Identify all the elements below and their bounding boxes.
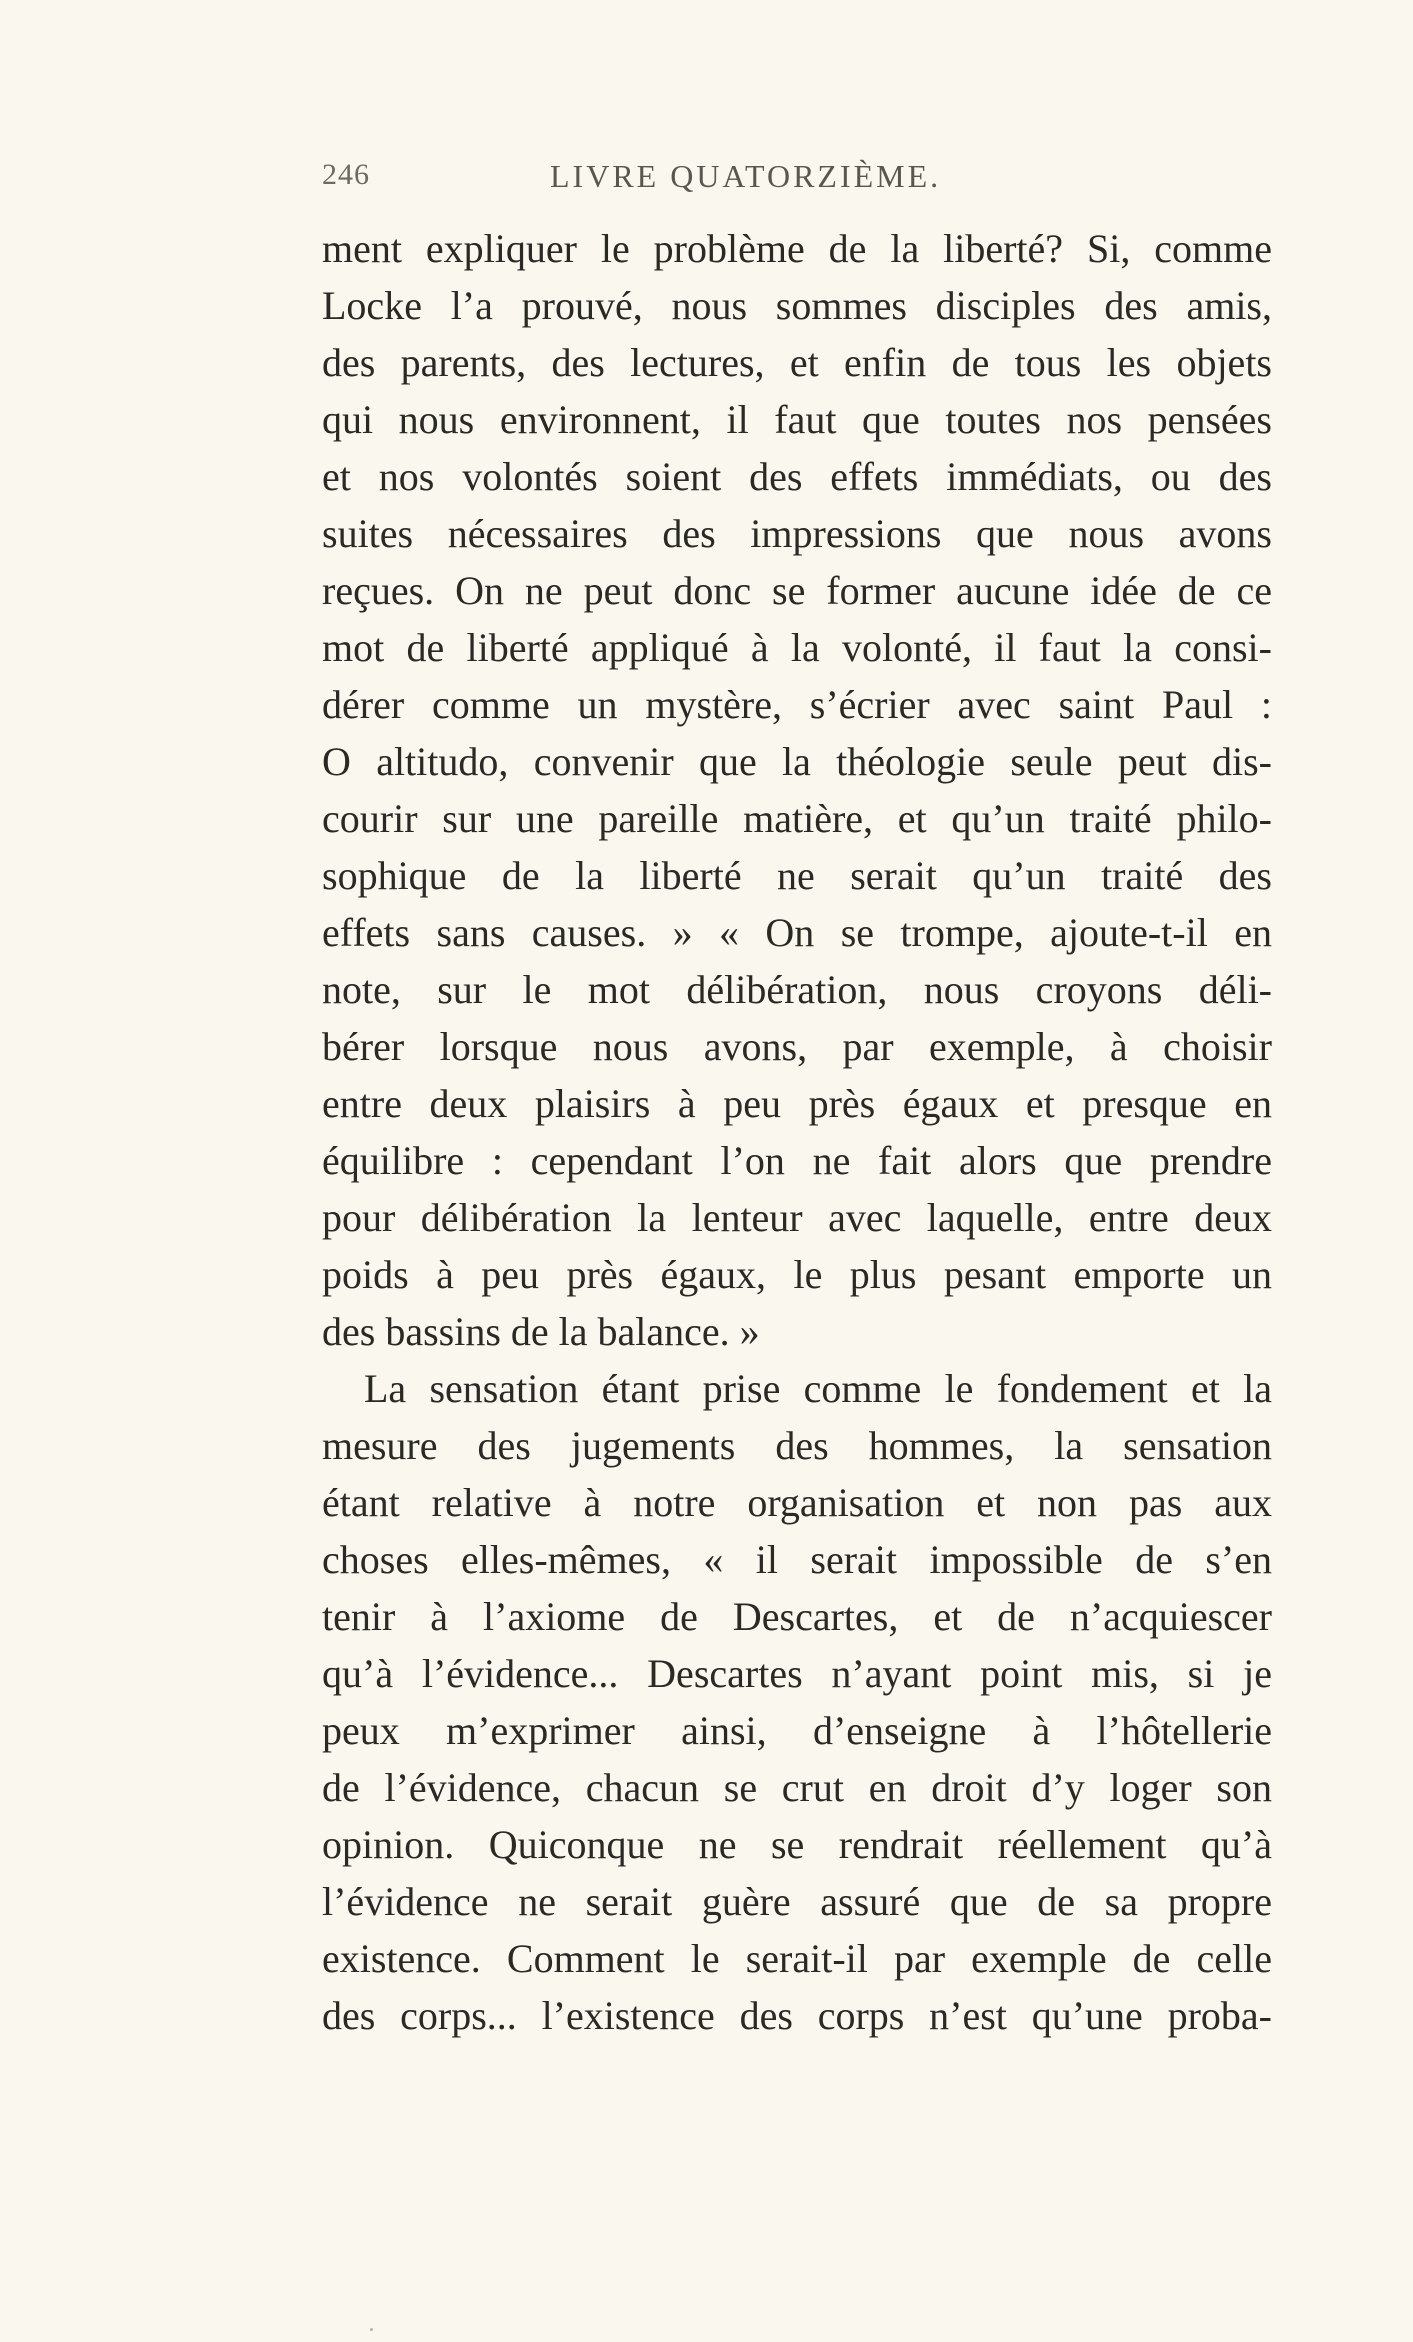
text-line: des parents, des lectures, et enfin de tous les objets bbox=[322, 340, 1272, 385]
text-line: qu’à l’évidence... Descartes n’ayant point mis, si je bbox=[322, 1651, 1272, 1696]
text-line: bérer lorsque nous avons, par exemple, à choisir bbox=[322, 1024, 1272, 1069]
text-line: équilibre : cependant l’on ne fait alors que prendre bbox=[322, 1138, 1272, 1183]
text-line: Locke l’a prouvé, nous sommes disciples des amis, bbox=[322, 283, 1272, 328]
text-line: reçues. On ne peut donc se former aucune idée de ce bbox=[322, 568, 1272, 613]
text-line: l’évidence ne serait guère assuré que de sa propre bbox=[322, 1879, 1272, 1924]
text-line: tenir à l’axiome de Descartes, et de n’acquiescer bbox=[322, 1594, 1272, 1639]
text-line: poids à peu près égaux, le plus pesant emporte un bbox=[322, 1252, 1272, 1297]
paper-speck bbox=[370, 2328, 373, 2331]
chapter-title: LIVRE QUATORZIÈME. bbox=[550, 158, 942, 194]
text-line: mot de liberté appliqué à la volonté, il faut la consi- bbox=[322, 625, 1272, 670]
text-line: courir sur une pareille matière, et qu’un traité philo- bbox=[322, 796, 1272, 841]
text-line: O altitudo, convenir que la théologie seule peut dis- bbox=[322, 739, 1272, 784]
text-line: pour délibération la lenteur avec laquelle, entre deux bbox=[322, 1195, 1272, 1240]
body-text bbox=[322, 220, 1272, 2044]
text-line: effets sans causes. » « On se trompe, ajoute-t-il en bbox=[322, 910, 1272, 955]
text-line: note, sur le mot délibération, nous croyons déli- bbox=[322, 967, 1272, 1012]
text-line: qui nous environnent, il faut que toutes nos pensées bbox=[322, 397, 1272, 442]
text-line: de l’évidence, chacun se crut en droit d’y loger son bbox=[322, 1765, 1272, 1810]
text-line: choses elles-mêmes, « il serait impossible de s’en bbox=[322, 1537, 1272, 1582]
text-line: dérer comme un mystère, s’écrier avec saint Paul : bbox=[322, 682, 1272, 727]
text-line: suites nécessaires des impressions que nous avons bbox=[322, 511, 1272, 556]
running-head bbox=[322, 158, 1272, 198]
text-line: existence. Comment le serait-il par exemple de celle bbox=[322, 1936, 1272, 1981]
text-line: entre deux plaisirs à peu près égaux et presque en bbox=[322, 1081, 1272, 1126]
text-line: mesure des jugements des hommes, la sensation bbox=[322, 1423, 1272, 1468]
text-line: opinion. Quiconque ne se rendrait réellement qu’à bbox=[322, 1822, 1272, 1867]
text-line: et nos volontés soient des effets immédiats, ou des bbox=[322, 454, 1272, 499]
text-line-paragraph-end: des bassins de la balance. » bbox=[322, 1309, 760, 1354]
text-line: ment expliquer le problème de la liberté? Si, comme bbox=[322, 226, 1272, 271]
text-line-paragraph-start: La sensation étant prise comme le fondement et la bbox=[364, 1366, 1272, 1411]
text-line: sophique de la liberté ne serait qu’un traité des bbox=[322, 853, 1272, 898]
page-number: 246 bbox=[322, 158, 370, 191]
text-line: étant relative à notre organisation et non pas aux bbox=[322, 1480, 1272, 1525]
text-line: des corps... l’existence des corps n’est qu’une proba- bbox=[322, 1993, 1272, 2038]
text-line: peux m’exprimer ainsi, d’enseigne à l’hôtellerie bbox=[322, 1708, 1272, 1753]
